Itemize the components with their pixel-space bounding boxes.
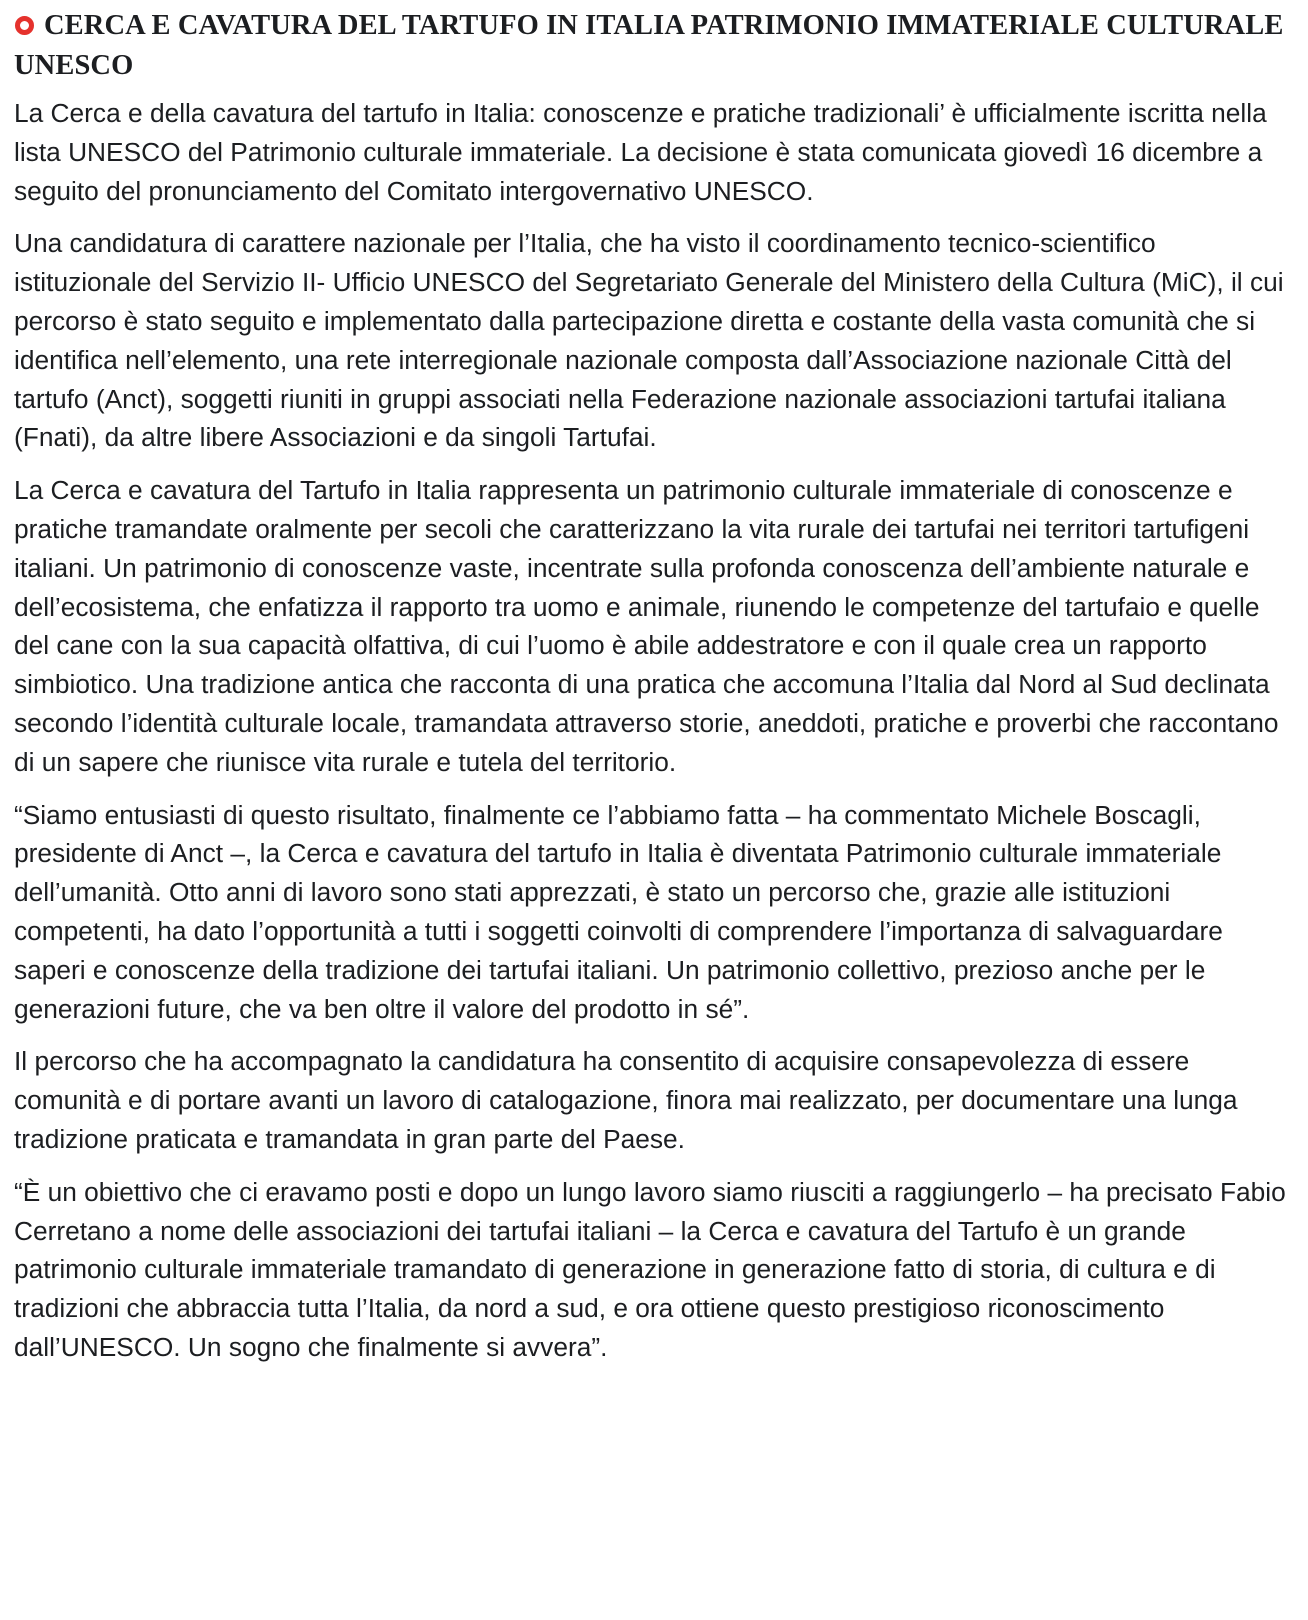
paragraph-2: Una candidatura di carattere nazionale per l’Italia, che ha visto il coordinamento tecnico-scientifico istituzionale del Servizio II- Ufficio UNESCO del Segretariato Generale del Ministero della Cultura (MiC), il cui percorso è stato seguito e implementato dalla partecipazione diretta e costante della vasta comunità che si identifica nell’elemento, una rete interregionale nazionale composta dall’Associazione nazionale Città del tartufo (Anct), soggetti riuniti in gruppi associati nella Federazione nazionale associazioni tartufai italiana (Fnati), da altre libere Associazioni e da singoli Tartufai. [14,228,1284,453]
post-body [14,6,1294,1381]
paragraph-6: “È un obiettivo che ci eravamo posti e dopo un lungo lavoro siamo riusciti a raggiungerlo – ha precisato Fabio Cerretano a nome delle associazioni dei tartufai italiani – la Cerca e cavatura del Tartufo è un grande patrimonio culturale immateriale tramandato di generazione in generazione fatto di storia, di cultura e di tradizioni che abbraccia tutta l’Italia, da nord a sud, e ora ottiene questo prestigioso riconoscimento dall’UNESCO. Un sogno che finalmente si avvera”. [14,1176,1286,1362]
paragraph-5: Il percorso che ha accompagnato la candidatura ha consentito di acquisire consapevolezza di essere comunità e di portare avanti un lavoro di catalogazione, finora mai realizzato, per documentare una lunga tradizione praticata e tramandata in gran parte del Paese. [14,1046,1238,1154]
paragraph-1: La Cerca e della cavatura del tartufo in Italia: conoscenze e pratiche tradizionali’ è ufficialmente iscritta nella lista UNESCO del Patrimonio culturale immateriale. La decisione è stata comunicata giovedì 16 dicembre a seguito del pronunciamento del Comitato intergovernativo UNESCO. [14,98,1267,206]
post-title: CERCA E CAVATURA DEL TARTUFO IN ITALIA PATRIMONIO IMMATERIALE CULTURALE UNESCO [14,10,1284,81]
paragraph-3: La Cerca e cavatura del Tartufo in Italia rappresenta un patrimonio culturale immateriale di conoscenze e pratiche tramandate oralmente per secoli che caratterizzano la vita rurale dei tartufai nei territori tartufigeni italiani. Un patrimonio di conoscenze vaste, incentrate sulla profonda conoscenza dell’ambiente naturale e dell’ecosistema, che enfatizza il rapporto tra uomo e animale, riunendo le competenze del tartufaio e quelle del cane con la sua capacità olfattiva, di cui l’uomo è abile addestratore e con il quale crea un rapporto simbiotico. Una tradizione antica che racconta di una pratica che accomuna l’Italia dal Nord al Sud declinata secondo l’identità culturale locale, tramandata attraverso storie, aneddoti, pratiche e proverbi che raccontano di un sapere che riunisce vita rurale e tutela del territorio. [14,475,1279,777]
paragraph-4: “Siamo entusiasti di questo risultato, finalmente ce l’abbiamo fatta – ha commentato Michele Boscagli, presidente di Anct –, la Cerca e cavatura del tartufo in Italia è diventata Patrimonio culturale immateriale dell’umanità. Otto anni di lavoro sono stati apprezzati, è stato un percorso che, grazie alle istituzioni competenti, ha dato l’opportunità a tutti i soggetti coinvolti di comprendere l’importanza di salvaguardare saperi e conoscenze della tradizione dei tartufai italiani. Un patrimonio collettivo, prezioso anche per le generazioni future, che va ben oltre il valore del prodotto in sé”. [14,799,1223,1024]
post-title-heading [14,6,1294,86]
red-circle-icon [15,16,34,35]
